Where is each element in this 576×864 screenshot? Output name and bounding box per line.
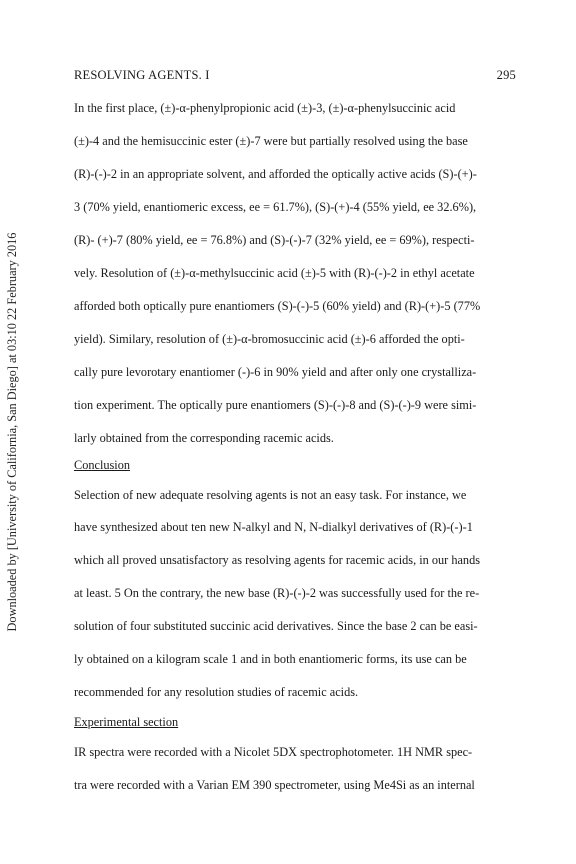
section-heading-conclusion: Conclusion: [74, 458, 131, 472]
body-line: tra were recorded with a Varian EM 390 spectrometer, using Me4Si as an internal: [74, 778, 475, 792]
body-line: at least. 5 On the contrary, the new base (R)-(-)-2 was successfully used for the re-: [74, 586, 480, 600]
running-header: [74, 68, 516, 84]
body-line: recommended for any resolution studies of racemic acids.: [74, 685, 359, 699]
body-line: tion experiment. The optically pure enantiomers (S)-(-)-8 and (S)-(-)-9 were simi-: [74, 398, 477, 412]
body-line: (±)-4 and the hemisuccinic ester (±)-7 were but partially resolved using the base: [74, 134, 468, 148]
page-number: 295: [496, 68, 516, 82]
body-line: which all proved unsatisfactory as resolving agents for racemic acids, in our hands: [74, 553, 481, 567]
download-watermark: [2, 212, 22, 652]
body-line: In the first place, (±)-α-phenylpropionic acid (±)-3, (±)-α-phenylsuccinic acid: [74, 101, 456, 115]
body-line: have synthesized about ten new N-alkyl and N, N-dialkyl derivatives of (R)-(-)-1: [74, 520, 473, 534]
body-line: (R)- (+)-7 (80% yield, ee = 76.8%) and (S)-(-)-7 (32% yield, ee = 69%), respecti-: [74, 233, 475, 247]
body-line: vely. Resolution of (±)-α-methylsuccinic acid (±)-5 with (R)-(-)-2 in ethyl acetate: [74, 266, 475, 280]
body-line: yield). Similary, resolution of (±)-α-bromosuccinic acid (±)-6 afforded the opti-: [74, 332, 465, 346]
body-line: Selection of new adequate resolving agents is not an easy task. For instance, we: [74, 488, 467, 502]
download-watermark-text: Downloaded by [University of California, San Diego] at 03:10 22 February 2016: [5, 232, 19, 632]
running-title: RESOLVING AGENTS. I: [74, 68, 210, 82]
body-line: (R)-(-)-2 in an appropriate solvent, and afforded the optically active acids (S)-(+)-: [74, 167, 477, 181]
body-line: 3 (70% yield, enantiomeric excess, ee = 61.7%), (S)-(+)-4 (55% yield, ee 32.6%),: [74, 200, 477, 214]
body-line: larly obtained from the corresponding racemic acids.: [74, 431, 334, 445]
body-line: ly obtained on a kilogram scale 1 and in both enantiomeric forms, its use can be: [74, 652, 467, 666]
body-line: solution of four substituted succinic acid derivatives. Since the base 2 can be easi-: [74, 619, 478, 633]
section-heading-experimental: Experimental section: [74, 715, 179, 729]
body-line: afforded both optically pure enantiomers (S)-(-)-5 (60% yield) and (R)-(+)-5 (77%: [74, 299, 481, 313]
body-line: IR spectra were recorded with a Nicolet 5DX spectrophotometer. 1H NMR spec-: [74, 745, 473, 759]
body-line: cally pure levorotary enantiomer (-)-6 in 90% yield and after only one crystalliza-: [74, 365, 477, 379]
